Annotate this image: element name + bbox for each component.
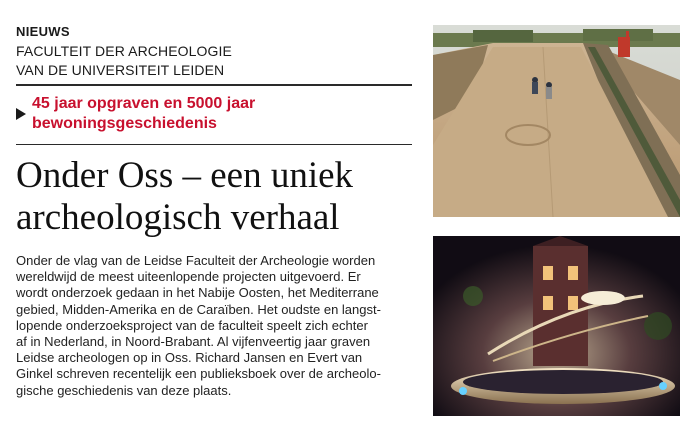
body-line: Ginkel schreven recentelijk een publieksboek over de archeolo- <box>16 366 381 382</box>
body-line: wordt onderzoek gedaan in het Nabije Oosten, het Mediterrane <box>16 285 379 301</box>
body-line: wereldwijd de meest uiteenlopende projecten uitgevoerd. Er <box>16 269 361 285</box>
body-line: Onder de vlag van de Leidse Faculteit der Archeologie worden <box>16 253 376 268</box>
org-name-line1: FACULTEIT DER ARCHEOLOGIE <box>16 43 232 59</box>
body-text <box>16 253 412 399</box>
body-line: af in Nederland, in Noord-Brabant. Al vijfenveertig jaar graven <box>16 334 371 350</box>
teaser <box>16 94 412 134</box>
body-line: gische geschiedenis van deze plaats. <box>16 382 232 398</box>
body-line: Leidse archeologen op in Oss. Richard Jansen en Evert van <box>16 350 363 366</box>
headline <box>16 155 412 239</box>
body-line: gebied, Midden-Amerika en de Caraïben. Het oudste en langst- <box>16 301 381 317</box>
divider <box>16 84 412 86</box>
section-kicker: NIEUWS <box>16 24 70 39</box>
teaser-text: 45 jaar opgraven en 5000 jaar bewoningsgeschiedenis <box>32 95 256 132</box>
headline-line1: Onder Oss – een uniek <box>16 155 354 196</box>
night-sculpture-photo <box>433 236 680 416</box>
divider <box>16 144 412 145</box>
body-line: lopende onderzoeksproject van de faculteit speelt zich echter <box>16 317 368 333</box>
triangle-bullet-icon <box>16 108 26 120</box>
org-name-line2: VAN DE UNIVERSITEIT LEIDEN <box>16 62 225 78</box>
excavation-photo <box>433 25 680 217</box>
headline-line2: archeologisch verhaal <box>16 197 340 238</box>
article-column <box>16 24 412 399</box>
